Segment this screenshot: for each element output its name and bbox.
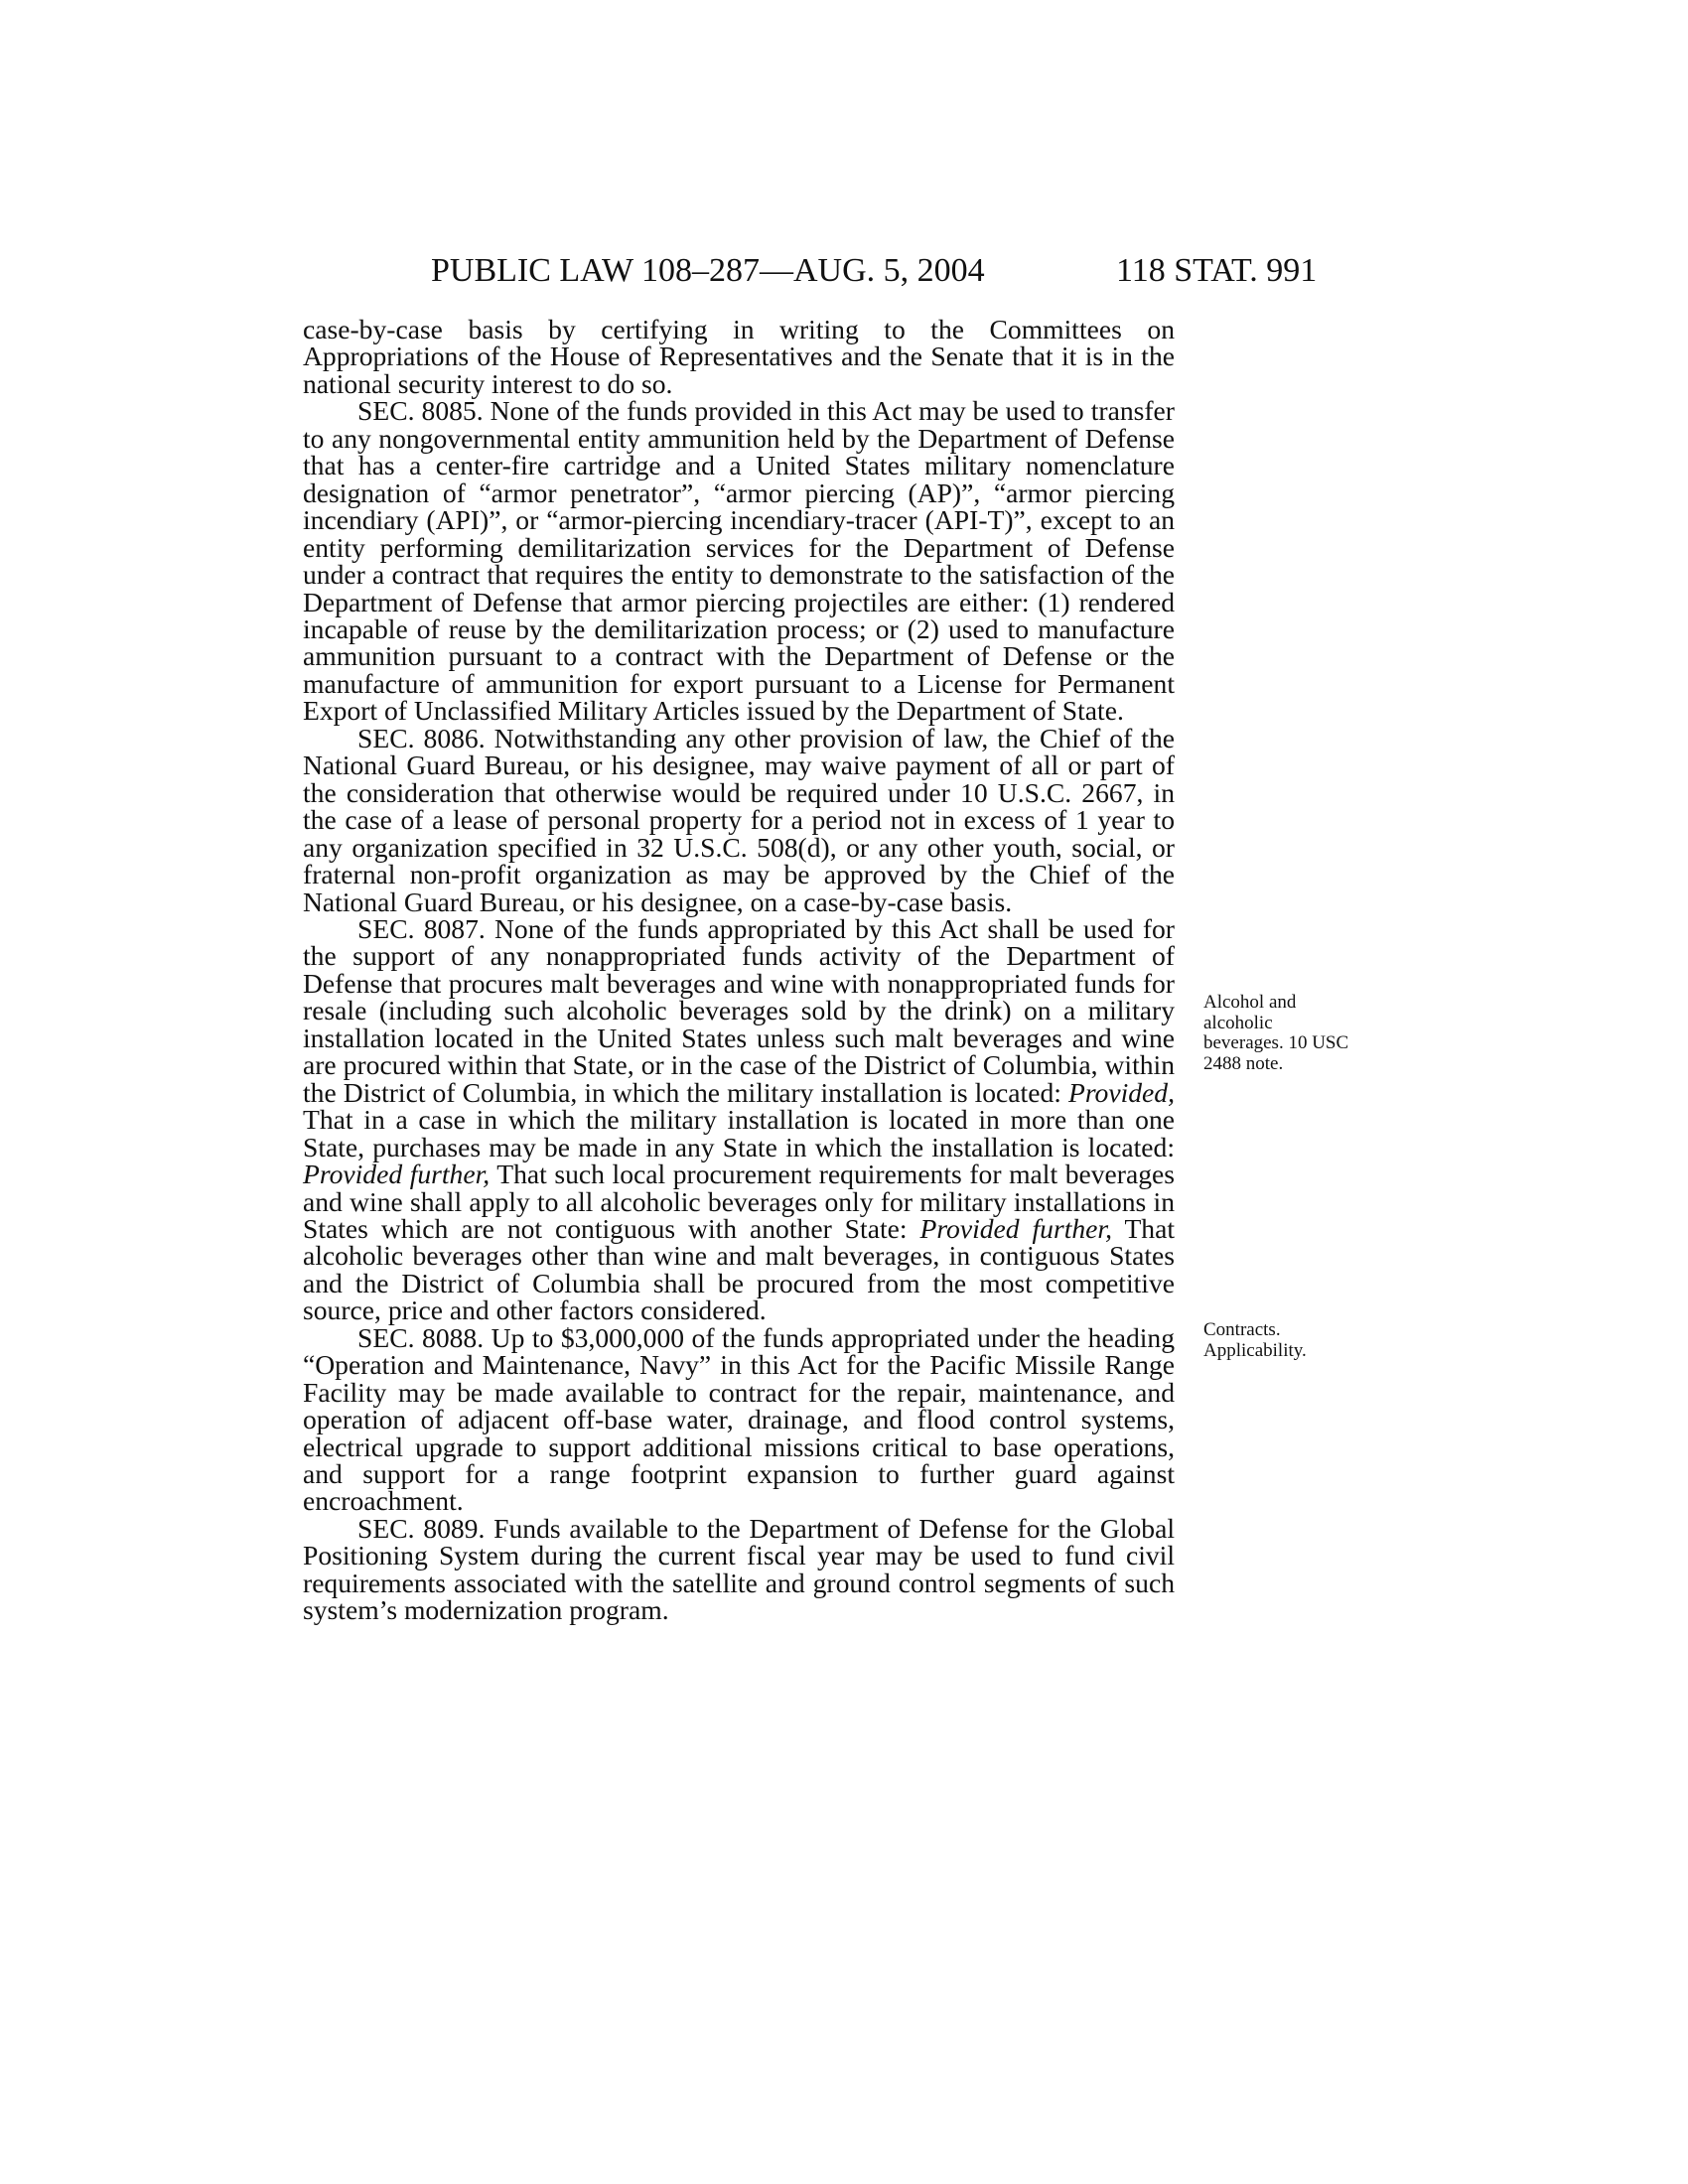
section-text: 8087. None of the funds appropriated by this Act shall be used for the support of any nonappropriated funds activity of the Department of Defense that procures malt beverages and wine with nonappropriated funds for resale (including such alcoholic beverages sold by the drink) on a military installation located in the United States unless such malt beverages and wine are procured within that State, or in the case of the District of Columbia, within the District of Columbia, in which the military installation is located:	[303, 912, 1175, 1108]
section-text: That alcoholic beverages other than wine and malt beverages, in contiguous States and the District of Columbia shall be procured from the most competitive source, price and other factors considered.	[303, 1212, 1176, 1326]
section-text: 8086. Notwithstanding any other provision of law, the Chief of the National Guard Bureau, or his designee, may waive payment of all or part of the consideration that otherwise would be required under 10 U.S.C. 2667, in the case of a lease of personal property for a period not in excess of 1 year to any organization specified in 32 U.S.C. 508(d), or any other youth, social, or fraternal non-profit organization as may be approved by the Chief of the National Guard Bureau, or his designee, on a case-by-case basis.	[303, 722, 1175, 917]
main-text-column	[303, 316, 1175, 1624]
section-text: That in a case in which the military installation is located in more than one State, purchases may be made in any State in which the installation is located:	[303, 1104, 1175, 1162]
proviso: Provided,	[1067, 1076, 1175, 1108]
section-label: SEC.	[357, 395, 415, 427]
section-8086	[303, 722, 1175, 917]
section-label: SEC.	[357, 912, 415, 944]
section-label: SEC.	[357, 1321, 415, 1353]
proviso: Provided further,	[919, 1212, 1113, 1244]
section-label: SEC.	[357, 1512, 415, 1544]
section-8085	[303, 395, 1175, 727]
running-header	[0, 252, 1688, 292]
section-8087	[303, 912, 1176, 1326]
proviso: Provided further,	[303, 1159, 491, 1190]
section-text: 8089. Funds available to the Department of Defense for the Global Positioning System during the current fiscal year may be used to fund civil requirements associated with the satellite and ground control segments of such system’s modernization program.	[303, 1512, 1175, 1626]
section-text: 8088. Up to $3,000,000 of the funds appropriated under the heading “Operation and Maintenance, Navy” in this Act for the Pacific Missile Range Facility may be made available to contract for the repair, maintenance, and operation of adjacent off-base water, drainage, and flood control systems, electrical upgrade to support additional missions critical to base operations, and support for a range footprint expansion to further guard against encroachment.	[303, 1321, 1175, 1517]
margin-note-contracts: Contracts. Applicability.	[1203, 1319, 1307, 1361]
section-8089	[303, 1512, 1175, 1626]
section-label: SEC.	[357, 722, 415, 753]
section-8088	[303, 1321, 1175, 1517]
section-text: 8085. None of the funds provided in this Act may be used to transfer to any nongovernmental entity ammunition held by the Department of Defense that has a center-fire cartridge and a United States military nomenclature designation of “armor penetrator”, “armor piercing (AP)”, “armor piercing incendiary (API)”, or “armor-piercing incendiary-tracer (API-T)”, except to an entity performing demilitarization services for the Department of Defense under a contract that requires the entity to demonstrate to the satisfaction of the Department of Defense that armor piercing projectiles are either: (1) rendered incapable of reuse by the demilitarization process; or (2) used to manufacture ammunition pursuant to a contract with the Department of Defense or the manufacture of ammunition for export pursuant to a License for Permanent Export of Unclassified Military Articles issued by the Department of State.	[303, 395, 1175, 727]
header-stat-page: 118 STAT. 991	[1116, 252, 1318, 289]
section-text: That such local procurement requirements for malt beverages and wine shall apply to all alcoholic beverages only for military installations in States which are not contiguous with another State:	[303, 1159, 1176, 1244]
margin-note-alcohol: Alcohol and alcoholic beverages. 10 USC 2488 note.	[1203, 992, 1349, 1074]
header-title: PUBLIC LAW 108–287—AUG. 5, 2004	[431, 252, 985, 289]
paragraph-continuation: case-by-case basis by certifying in writing to the Committees on Appropriations of the House of Representatives and the Senate that it is in the national security interest to do so.	[303, 314, 1175, 399]
